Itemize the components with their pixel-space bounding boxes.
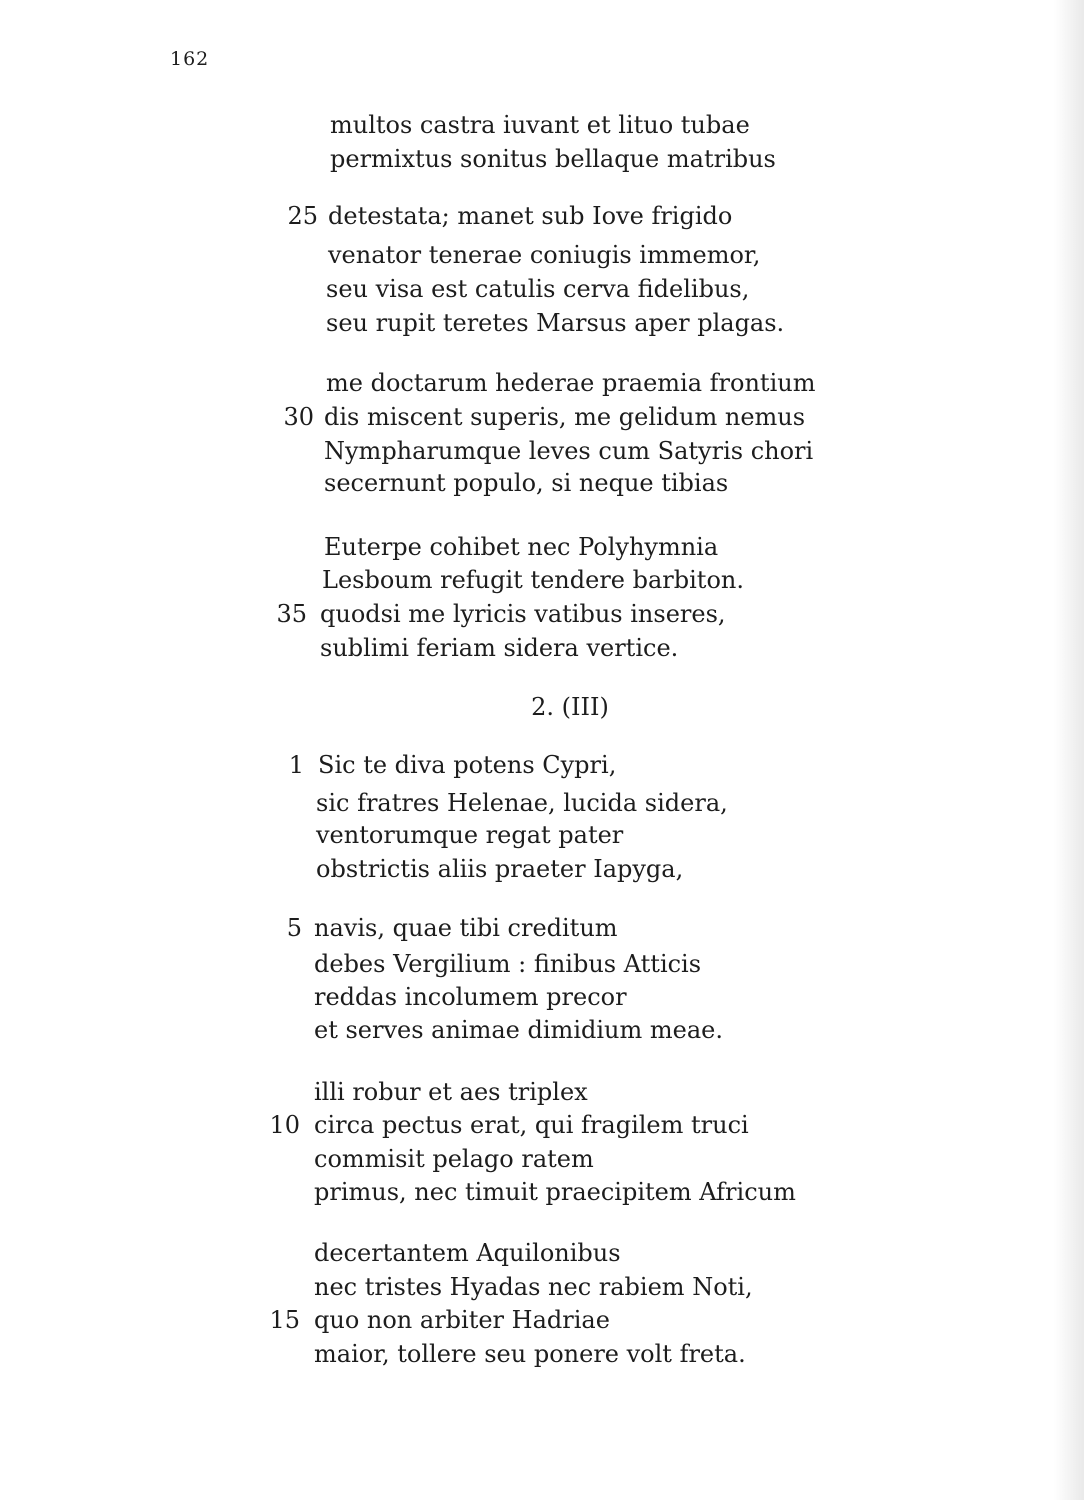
line-number: 35 (276, 600, 307, 628)
verse-line: sic fratres Helenae, lucida sidera, (316, 789, 728, 817)
verse-line: ventorumque regat pater (316, 821, 624, 849)
verse-line: Nympharumque leves cum Satyris chori (324, 437, 814, 465)
verse-line: Lesboum refugit tendere barbiton. (322, 566, 744, 594)
verse-line: navis, quae tibi creditum (314, 914, 618, 942)
verse-line: Euterpe cohibet nec Polyhymnia (324, 533, 719, 561)
verse-line: dis miscent superis, me gelidum nemus (324, 403, 806, 431)
verse-line: permixtus sonitus bellaque matribus (330, 145, 776, 173)
verse-line: me doctarum hederae praemia frontium (326, 369, 816, 397)
line-number: 15 (269, 1306, 300, 1334)
poem-heading: 2. (III) (531, 693, 609, 721)
verse-line: multos castra iuvant et lituo tubae (330, 111, 750, 139)
verse-line: Sic te diva potens Cypri, (318, 751, 617, 779)
verse-line: obstrictis aliis praeter Iapyga, (316, 855, 684, 883)
page-edge-shadow (1054, 0, 1084, 1500)
line-number: 5 (286, 914, 302, 942)
verse-line: seu rupit teretes Marsus aper plagas. (326, 309, 785, 337)
verse-line: illi robur et aes triplex (314, 1078, 588, 1106)
verse-line: quo non arbiter Hadriae (314, 1306, 610, 1334)
verse-line: debes Vergilium : finibus Atticis (314, 950, 702, 978)
verse-line: secernunt populo, si neque tibias (324, 469, 729, 497)
verse-line: venator tenerae coniugis immemor, (328, 241, 761, 269)
line-number: 30 (283, 403, 314, 431)
line-number: 25 (287, 202, 318, 230)
verse-line: maior, tollere seu ponere volt freta. (314, 1340, 746, 1368)
verse-line: commisit pelago ratem (314, 1145, 594, 1173)
verse-line: reddas incolumem precor (314, 983, 627, 1011)
verse-line: nec tristes Hyadas nec rabiem Noti, (314, 1273, 753, 1301)
line-number: 10 (269, 1111, 300, 1139)
line-number: 1 (288, 751, 304, 779)
verse-line: quodsi me lyricis vatibus inseres, (320, 600, 726, 628)
verse-line: circa pectus erat, qui fragilem truci (314, 1111, 749, 1139)
verse-line: decertantem Aquilonibus (314, 1239, 621, 1267)
verse-line: seu visa est catulis cerva fidelibus, (326, 275, 750, 303)
page-number: 162 (170, 48, 210, 70)
verse-line: sublimi feriam sidera vertice. (320, 634, 679, 662)
verse-line: et serves animae dimidium meae. (314, 1016, 723, 1044)
verse-line: detestata; manet sub Iove frigido (328, 202, 733, 230)
verse-line: primus, nec timuit praecipitem Africum (314, 1178, 796, 1206)
